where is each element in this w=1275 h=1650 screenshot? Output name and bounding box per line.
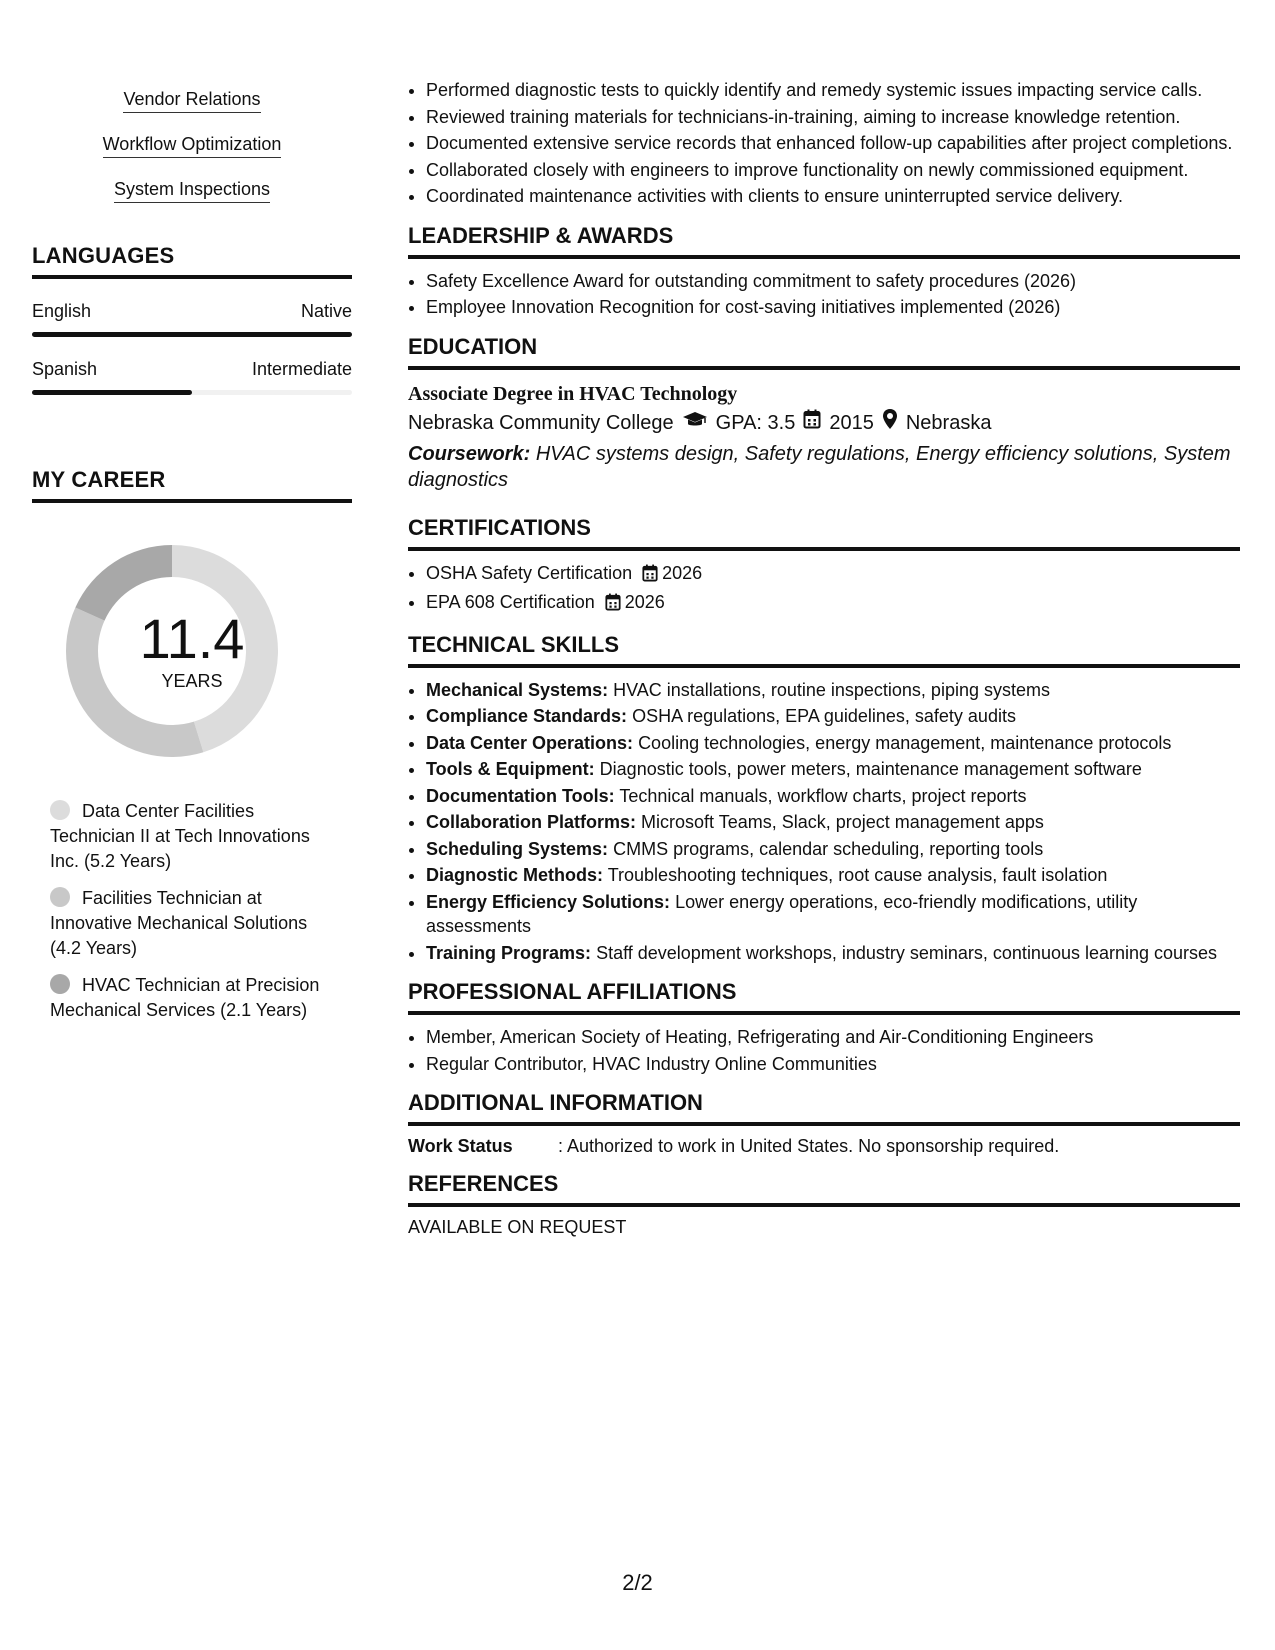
experience-bullet: • Documented extensive service records that enhanced follow-up capabilities after project completions. [426, 131, 1240, 156]
language-english [32, 301, 352, 337]
technical-skill [426, 704, 1240, 729]
award-item: • Employee Innovation Recognition for cost-saving initiatives implemented (2026) [426, 295, 1240, 320]
leadership-heading: LEADERSHIP & AWARDS [408, 223, 1240, 259]
skill-details: Microsoft Teams, Slack, project management apps [641, 812, 1044, 832]
calendar-icon [605, 593, 621, 618]
additional-info-heading: ADDITIONAL INFORMATION [408, 1090, 1240, 1126]
language-proficiency-bar [32, 332, 352, 337]
skill-tag: Vendor Relations [123, 88, 260, 113]
skill-category: Tools & Equipment: [426, 759, 595, 779]
skill-details: Technical manuals, workflow charts, project reports [619, 785, 1027, 806]
career-heading: MY CAREER [32, 467, 352, 503]
calendar-icon [803, 408, 821, 438]
skill-category: Energy Efficiency Solutions: [426, 891, 671, 912]
references-heading: REFERENCES [408, 1171, 1240, 1207]
language-proficiency-fill [32, 332, 352, 337]
language-proficiency-fill [32, 390, 192, 395]
career-legend [50, 799, 352, 1023]
legend-label: Data Center Facilities Technician II at Tech Innovations Inc. (5.2 Years) [50, 801, 310, 871]
experience-bullet: • Coordinated maintenance activities with clients to ensure uninterrupted service delivery. [426, 184, 1240, 209]
skill-details: CMMS programs, calendar scheduling, reporting tools [613, 838, 1044, 859]
education-meta [408, 408, 1240, 439]
certifications-section [408, 515, 1240, 618]
calendar-icon [642, 564, 658, 589]
legend-dot [50, 974, 70, 994]
technical-skill [426, 810, 1240, 835]
experience-bullets [408, 78, 1240, 209]
coursework-text: HVAC systems design, Safety regulations, Energy efficiency solutions, System diagnostics [408, 442, 1231, 491]
technical-skill [426, 863, 1240, 888]
experience-bullet: • Reviewed training materials for technicians-in-training, aiming to increase knowledge retention. [426, 105, 1240, 130]
affiliations-heading: PROFESSIONAL AFFILIATIONS [408, 979, 1240, 1015]
language-proficiency-bar [32, 390, 352, 395]
leadership-section [408, 223, 1240, 320]
technical-skill [426, 890, 1240, 939]
skill-category: Mechanical Systems: [426, 679, 609, 700]
gpa: GPA: 3.5 [715, 412, 796, 434]
skill-details: OSHA regulations, EPA guidelines, safety audits [632, 706, 1016, 726]
skill-details: Troubleshooting techniques, root cause analysis, fault isolation [607, 865, 1108, 885]
technical-skill [426, 678, 1240, 703]
certification-year: 2026 [662, 562, 703, 583]
language-spanish [32, 359, 352, 395]
certification-item [426, 590, 1240, 618]
affiliation-item: • Regular Contributor, HVAC Industry Online Communities [426, 1052, 1240, 1077]
certification-item [426, 561, 1240, 589]
skill-category: Scheduling Systems: [426, 838, 609, 859]
technical-skill [426, 941, 1240, 966]
technical-skill [426, 837, 1240, 862]
work-status-value: : Authorized to work in United States. No sponsorship required. [558, 1136, 1060, 1156]
technical-skill [426, 784, 1240, 809]
skill-category: Collaboration Platforms: [426, 812, 637, 832]
language-level: Native [300, 301, 352, 321]
language-name: English [32, 301, 92, 321]
additional-info-section [408, 1090, 1240, 1157]
coursework-label: Coursework: [408, 442, 531, 465]
skill-details: Staff development workshops, industry seminars, continuous learning courses [596, 942, 1218, 963]
certification-year: 2026 [624, 592, 665, 612]
skill-tag: System Inspections [114, 178, 270, 203]
legend-dot [50, 800, 70, 820]
language-name: Spanish [32, 359, 98, 379]
technical-skills-section [408, 632, 1240, 966]
skills-list [32, 78, 352, 213]
skill-category: Training Programs: [426, 942, 592, 963]
school-location: Nebraska [905, 412, 992, 434]
languages-heading: LANGUAGES [32, 243, 352, 279]
certifications-heading: CERTIFICATIONS [408, 515, 1240, 551]
graduation-year: 2015 [829, 412, 874, 434]
references-section [408, 1171, 1240, 1238]
legend-label: Facilities Technician at Innovative Mechanical Solutions (4.2 Years) [50, 888, 308, 958]
legend-dot [50, 887, 70, 907]
references-text: AVAILABLE ON REQUEST [408, 1217, 627, 1237]
skill-category: Diagnostic Methods: [426, 865, 604, 885]
location-pin-icon [882, 408, 898, 439]
skill-details: HVAC installations, routine inspections, piping systems [613, 679, 1050, 700]
affiliations-section [408, 979, 1240, 1076]
education-section [408, 334, 1240, 493]
affiliation-item: • Member, American Society of Heating, Refrigerating and Air-Conditioning Engineers [426, 1025, 1240, 1050]
career-years-label: YEARS [161, 671, 223, 691]
left-column [32, 78, 352, 1035]
school-name: Nebraska Community College [408, 412, 674, 434]
technical-skill [426, 757, 1240, 782]
skill-details: Lower energy operations, eco-friendly modifications, utility assessments [426, 891, 1138, 936]
legend-label: HVAC Technician at Precision Mechanical Services (2.1 Years) [50, 975, 320, 1020]
skill-details: Diagnostic tools, power meters, maintenance management software [599, 759, 1142, 779]
award-item: • Safety Excellence Award for outstanding commitment to safety procedures (2026) [426, 269, 1240, 294]
experience-bullet: • Performed diagnostic tests to quickly identify and remedy systemic issues impacting service calls. [426, 78, 1240, 103]
career-total-years: 11.4 [139, 607, 245, 670]
certification-name: OSHA Safety Certification [426, 562, 633, 583]
skill-details: Cooling technologies, energy management, maintenance protocols [638, 732, 1172, 753]
page-number: 2/2 [622, 1570, 653, 1595]
career-legend-item [50, 973, 340, 1023]
skill-category: Compliance Standards: [426, 706, 628, 726]
right-column [408, 78, 1240, 1238]
work-status-key: Work Status [408, 1136, 513, 1156]
graduation-cap-icon [682, 408, 708, 438]
skill-tag: Workflow Optimization [103, 133, 282, 158]
experience-bullet: • Collaborated closely with engineers to improve functionality on newly commissioned equipment. [426, 158, 1240, 183]
coursework [408, 441, 1240, 493]
career-legend-item [50, 799, 340, 874]
education-heading: EDUCATION [408, 334, 1240, 370]
skill-category: Data Center Operations: [426, 732, 634, 753]
work-status-row [408, 1136, 1240, 1157]
career-donut-chart [32, 531, 352, 791]
degree-title: Associate Degree in HVAC Technology [408, 382, 738, 405]
career-legend-item [50, 886, 340, 961]
technical-skill [426, 731, 1240, 756]
certification-name: EPA 608 Certification [426, 592, 595, 612]
technical-skills-heading: TECHNICAL SKILLS [408, 632, 1240, 668]
skill-category: Documentation Tools: [426, 785, 615, 806]
language-level: Intermediate [251, 359, 352, 379]
